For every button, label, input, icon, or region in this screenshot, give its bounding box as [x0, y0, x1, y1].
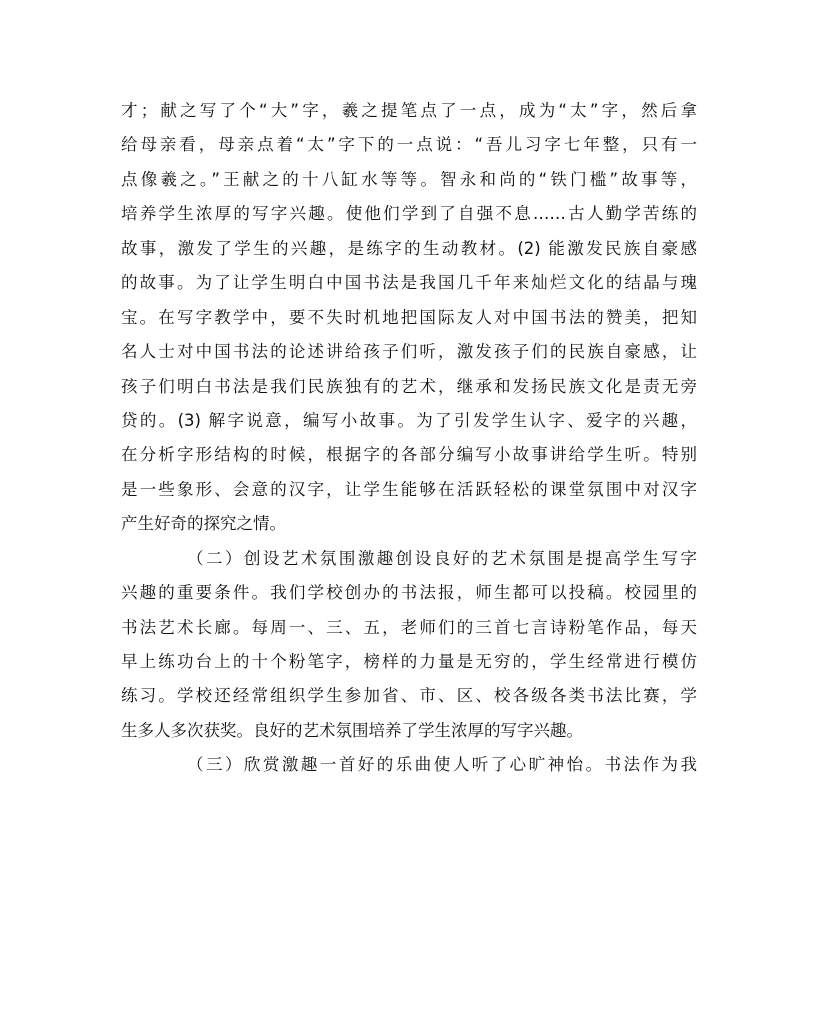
text-line: （二）创设艺术氛围激趣创设良好的艺术氛围是提高学生写字: [187, 548, 697, 568]
text-line: 点像羲之。”王献之的十八缸水等等。智永和尚的“铁门槛”故事等，: [121, 169, 697, 189]
text-line: 贷的。(3) 解字说意，编写小故事。为了引发学生认字、爱字的兴趣，: [121, 410, 697, 430]
text-line: 培养学生浓厚的写字兴趣。使他们学到了自强不息……古人勤学苦练的: [121, 204, 697, 224]
text-line: 练习。学校还经常组织学生参加省、市、区、校各级各类书法比赛，学: [121, 686, 697, 706]
text-line: 生多人多次获奖。良好的艺术氛围培养了学生浓厚的写字兴趣。: [121, 720, 583, 740]
text-line: 在分析字形结构的时候，根据字的各部分编写小故事讲给学生听。特别: [121, 445, 697, 465]
text-line: 才；献之写了个“大”字，羲之提笔点了一点，成为“太”字，然后拿: [121, 101, 697, 120]
text-line: 的故事。为了让学生明白中国书法是我国几千年来灿烂文化的结晶与瑰: [121, 273, 697, 293]
body-text: [121, 94, 697, 783]
text-line: 是一些象形、会意的汉字，让学生能够在活跃轻松的课堂氛围中对汉字: [121, 479, 697, 499]
text-line: 产生好奇的探究之情。: [121, 514, 286, 534]
text-line: （三）欣赏激趣一首好的乐曲使人听了心旷神怡。书法作为我: [187, 755, 697, 775]
text-line: 书法艺术长廊。每周一、三、五，老师们的三首七言诗粉笔作品，每天: [121, 617, 697, 637]
text-line: 宝。在写字教学中，要不失时机地把国际友人对中国书法的赞美，把知: [121, 307, 697, 327]
text-line: 故事，激发了学生的兴趣，是练字的生动教材。(2) 能激发民族自豪感: [121, 238, 697, 258]
text-line: 名人士对中国书法的论述讲给孩子们听，激发孩子们的民族自豪感，让: [121, 342, 697, 362]
text-line: 兴趣的重要条件。我们学校创办的书法报，师生都可以投稿。校园里的: [121, 583, 697, 603]
text-line: 孩子们明白书法是我们民族独有的艺术，继承和发扬民族文化是责无旁: [121, 376, 697, 396]
text-line: 给母亲看，母亲点着“太”字下的一点说：“吾儿习字七年整，只有一: [121, 135, 697, 155]
text-line: 早上练功台上的十个粉笔字，榜样的力量是无穷的，学生经常进行模仿: [121, 652, 697, 671]
